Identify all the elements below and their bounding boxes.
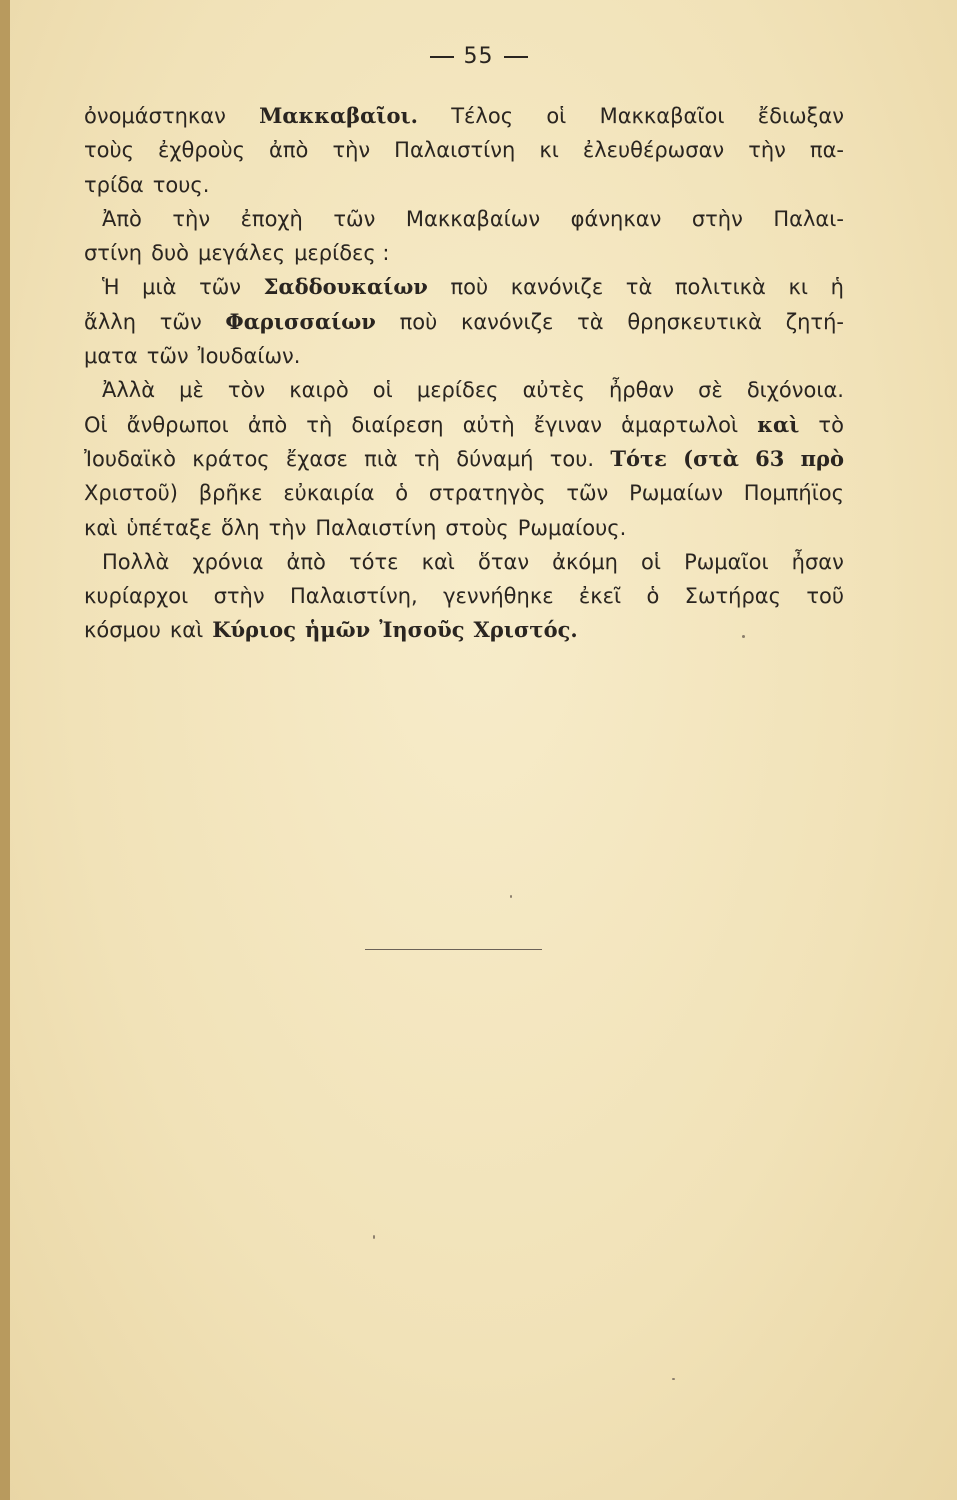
word: ἔχασε (285, 446, 348, 471)
text-line (84, 476, 844, 510)
word: τοῦ (806, 584, 844, 609)
word: στρατηγὸς (428, 481, 546, 506)
word: Ἡ (102, 275, 120, 300)
page-number (0, 44, 957, 69)
word: πολιτικὰ (674, 275, 766, 300)
word: τοὺς (84, 138, 134, 163)
word: μιὰ (142, 275, 177, 300)
word: τῶν (146, 344, 189, 369)
text-line (84, 511, 844, 545)
word: Σαδδουκαίων (263, 274, 428, 300)
word: στὴν (213, 584, 265, 609)
word: Φαρισσαίων (225, 308, 376, 334)
word: ποὺ (450, 275, 489, 300)
word: Ρωμαῖοι (684, 549, 769, 574)
word: οἱ (372, 378, 393, 403)
word: Ἰουδαϊκὸ (84, 446, 176, 471)
word: 63 (755, 445, 785, 471)
word: ὁ (646, 584, 660, 609)
word: Παλαιστίνη (394, 138, 516, 163)
word: Σωτήρας (684, 584, 781, 609)
page-number-dash-left (430, 56, 454, 58)
word: ἀπὸ (286, 549, 326, 574)
word: Ρωμαίων (629, 481, 723, 506)
word: ἀπὸ (247, 412, 288, 437)
word: πιὰ (364, 446, 398, 471)
word: ἐποχὴ (240, 206, 303, 231)
word: ἁμαρτωλοὶ (621, 412, 739, 437)
word: Κύριος (212, 617, 296, 643)
word: ἔγιναν (533, 412, 602, 437)
word: μερίδες : (294, 241, 390, 266)
word: Παλαιστίνη (315, 515, 437, 540)
page-binding-edge (0, 0, 10, 1500)
word: κόσμου (84, 618, 161, 643)
text-line (84, 545, 844, 579)
word: ἀπὸ (269, 138, 309, 163)
word: εὐκαιρία (283, 481, 375, 506)
word: Ἰουδαίων. (197, 344, 301, 369)
text-line (84, 613, 844, 647)
word: δυὸ (151, 241, 189, 266)
word: καὶ (84, 515, 118, 540)
word: (στὰ (683, 445, 739, 471)
word: αὐτὴ (462, 412, 515, 437)
word: μὲ (179, 378, 204, 403)
word: ἄνθρωποι (126, 412, 229, 437)
word: φάνηκαν (570, 206, 662, 231)
word: τότε (348, 549, 399, 574)
word: τὴ (306, 412, 333, 437)
word: στοὺς (445, 515, 509, 540)
paper-speck (510, 895, 512, 898)
word: σὲ (698, 378, 723, 403)
word: χρόνια (192, 549, 264, 574)
word: κυρίαρχοι (84, 584, 189, 609)
word: κανόνιζε (460, 309, 554, 334)
text-line (84, 579, 844, 613)
word: Μακκαβαῖοι (599, 104, 725, 128)
word: Παλαι- (773, 206, 844, 231)
text-line (84, 270, 844, 304)
word: πα- (809, 138, 844, 163)
word: Τέλος (451, 104, 514, 128)
word: τὴν (748, 138, 786, 163)
word: οἱ (641, 549, 661, 574)
text-line (84, 202, 844, 236)
word: τρίδα (84, 172, 144, 197)
word: ἔδιωξαν (757, 104, 844, 128)
word: αὐτὲς (522, 378, 585, 403)
text-line (84, 373, 844, 407)
word: τὸ (818, 412, 844, 437)
word: ἡμῶν (304, 617, 371, 643)
word: τὸν (227, 378, 266, 403)
word: τὴν (268, 515, 307, 540)
text-line (84, 408, 844, 442)
word: καὶ (421, 549, 455, 574)
word: ὁ (395, 481, 409, 506)
word: Παλαιστίνη, (289, 584, 418, 609)
word: στὴν (691, 206, 743, 231)
word: του. (549, 446, 595, 471)
word: Ἀπὸ (102, 206, 142, 231)
word: στίνη (84, 241, 143, 266)
word: τῶν (159, 309, 202, 334)
word: ἀκόμη (552, 549, 618, 574)
word: ἐκεῖ (578, 584, 622, 609)
word: Πομπήϊος (743, 481, 844, 506)
body-text (84, 99, 844, 648)
word: δύναμή (456, 446, 534, 471)
text-line (84, 99, 844, 133)
word: ἦσαν (791, 549, 844, 574)
word: διαίρεση (351, 412, 444, 437)
word: τὴν (332, 138, 371, 163)
word: μερίδες (416, 378, 499, 403)
word: Μακκαβαῖοι. (259, 103, 418, 128)
word: ζητή- (785, 309, 844, 334)
end-rule (365, 949, 542, 950)
word: τῶν (199, 275, 242, 300)
text-line (84, 339, 844, 373)
word: Χριστός. (473, 617, 578, 643)
word: καὶ (757, 411, 800, 437)
word: Ρωμαίους. (517, 515, 627, 540)
word: τους. (152, 172, 210, 197)
word: τὴν (172, 206, 211, 231)
word: μεγάλες (197, 241, 286, 266)
word: καιρὸ (289, 378, 349, 403)
word: θρησκευτικὰ (627, 309, 762, 334)
word: τὰ (577, 309, 604, 334)
word: τὰ (625, 275, 653, 300)
word: ὑπέταξε (126, 515, 213, 540)
page-number-value: 55 (463, 44, 494, 69)
word: διχόνοια. (746, 378, 844, 403)
word: κι (539, 138, 559, 163)
word: Μακκαβαίων (405, 206, 541, 231)
word: Ἰησοῦς (379, 617, 465, 643)
word: Ἀλλὰ (102, 378, 156, 403)
word: γεννήθηκε (443, 584, 554, 609)
text-line (84, 133, 844, 167)
word: ἐχθροὺς (158, 138, 245, 163)
word: ὅλη (221, 515, 260, 540)
word: τῶν (566, 481, 609, 506)
word: ὅταν (477, 549, 530, 574)
word: καὶ (169, 618, 204, 643)
word: Τότε (610, 445, 667, 471)
paper-speck (373, 1235, 375, 1239)
word: ὀνομάστηκαν (84, 104, 226, 128)
text-line (84, 236, 844, 270)
word: Πολλὰ (102, 549, 170, 574)
word: ἦρθαν (608, 378, 675, 403)
text-line (84, 305, 844, 339)
word: κράτος (192, 446, 270, 471)
word: βρῆκε (198, 481, 263, 506)
word: τῶν (333, 206, 376, 231)
word: Οἱ (84, 412, 108, 437)
word: ἡ (830, 275, 844, 300)
word: ἄλλη (84, 309, 137, 334)
word: ματα (84, 344, 138, 369)
word: κανόνιζε (510, 275, 604, 300)
word: Χριστοῦ) (84, 481, 178, 506)
word: ποὺ (399, 309, 438, 334)
word: ἐλευθέρωσαν (582, 138, 725, 163)
word: πρὸ (800, 445, 844, 471)
paper-speck (672, 1378, 675, 1380)
text-line (84, 168, 844, 202)
page-number-dash-right (504, 56, 528, 58)
word: τὴ (414, 446, 440, 471)
word: οἱ (546, 104, 567, 128)
text-line (84, 442, 844, 476)
paper-speck (742, 635, 745, 638)
word: κι (788, 275, 808, 300)
